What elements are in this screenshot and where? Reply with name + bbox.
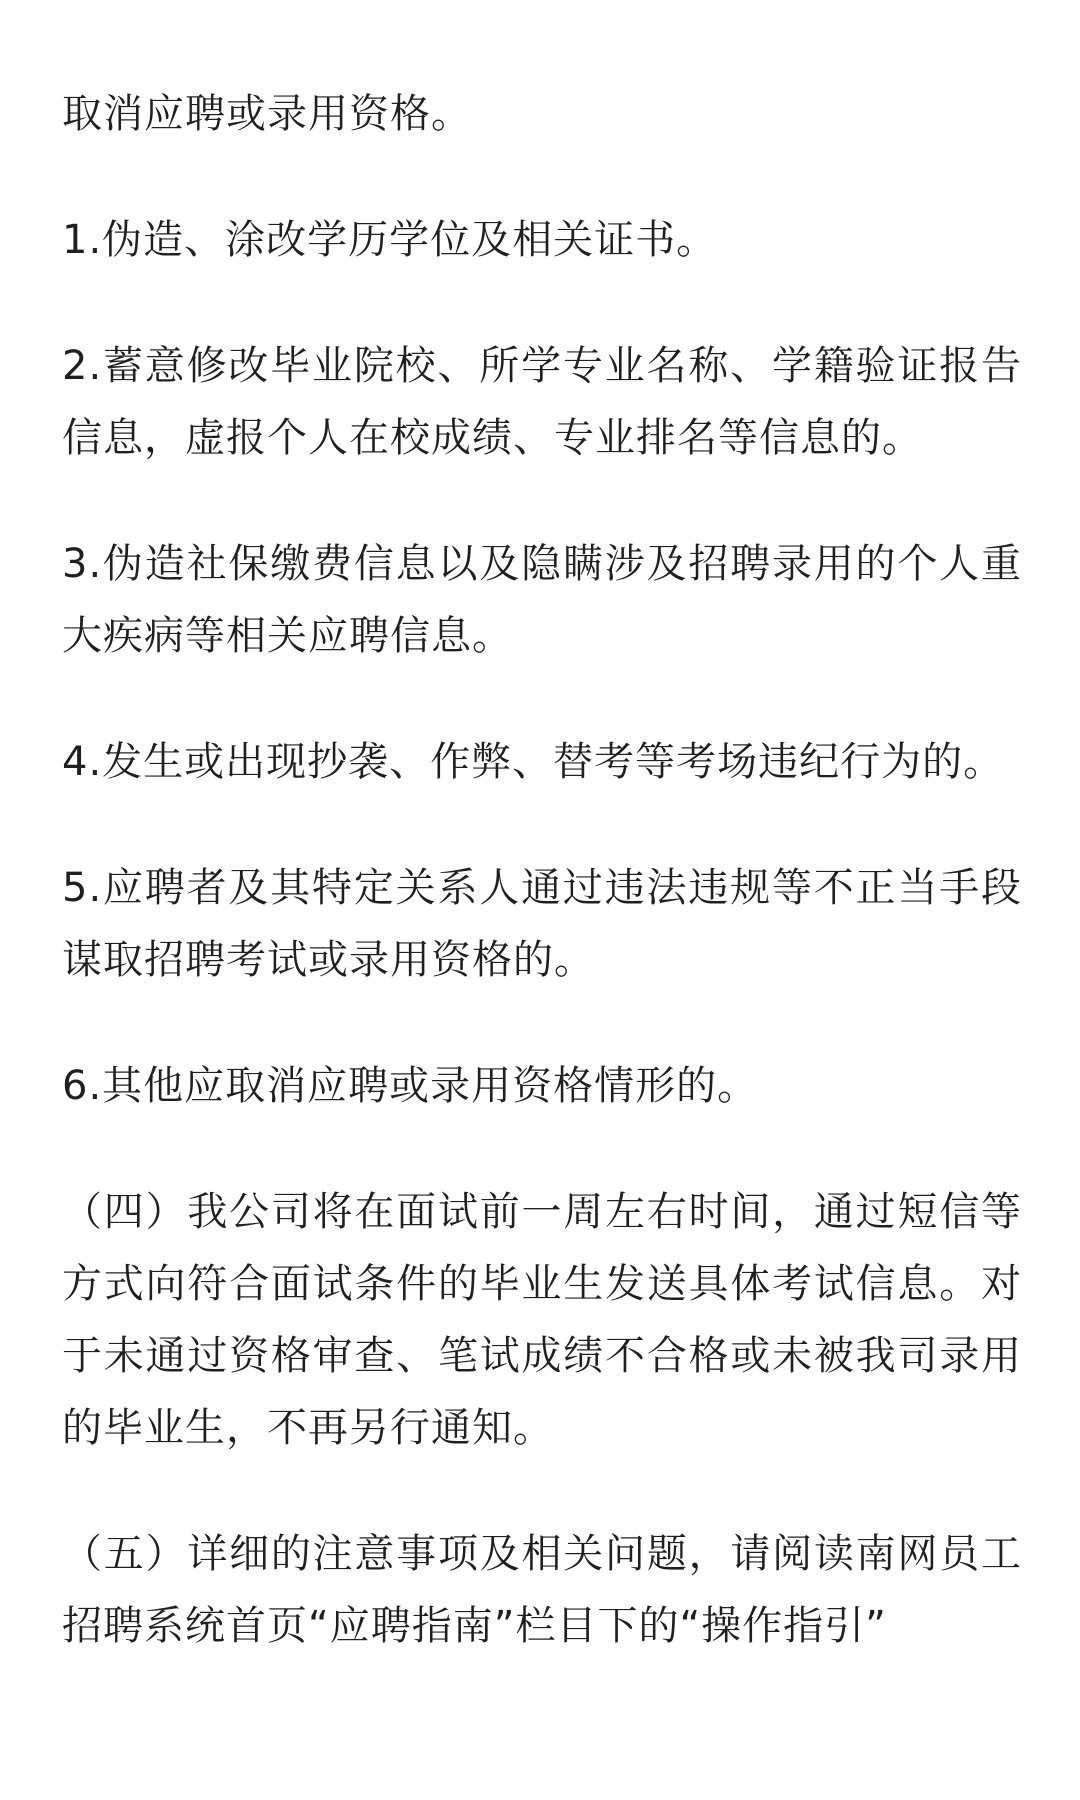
paragraph-item-4: 4.发生或出现抄袭、作弊、替考等考场违纪行为的。 (62, 739, 1005, 785)
paragraph-item-6: 6.其他应取消应聘或录用资格情形的。 (62, 1063, 759, 1109)
paragraph-section-5: （五）详细的注意事项及相关问题，请阅读南网员工招聘系统首页“应聘指南”栏目下的“操作指引” (62, 1531, 1022, 1649)
paragraph-item-5: 5.应聘者及其特定关系人通过违法违规等不正当手段谋取招聘考试或录用资格的。 (62, 865, 1022, 983)
paragraph-item-2: 2.蓄意修改毕业院校、所学专业名称、学籍验证报告信息，虚报个人在校成绩、专业排名等信息的。 (62, 343, 1022, 461)
paragraph-disqualification-intro: 取消应聘或录用资格。 (62, 91, 472, 137)
paragraph-item-1: 1.伪造、涂改学历学位及相关证书。 (62, 217, 718, 263)
paragraph-section-4: （四）我公司将在面试前一周左右时间，通过短信等方式向符合面试条件的毕业生发送具体考试信息。对于未通过资格审查、笔试成绩不合格或未被我司录用的毕业生，不再另行通知。 (62, 1189, 1022, 1451)
paragraph-item-3: 3.伪造社保缴费信息以及隐瞒涉及招聘录用的个人重大疾病等相关应聘信息。 (62, 541, 1022, 659)
article-body (62, 78, 1022, 1716)
